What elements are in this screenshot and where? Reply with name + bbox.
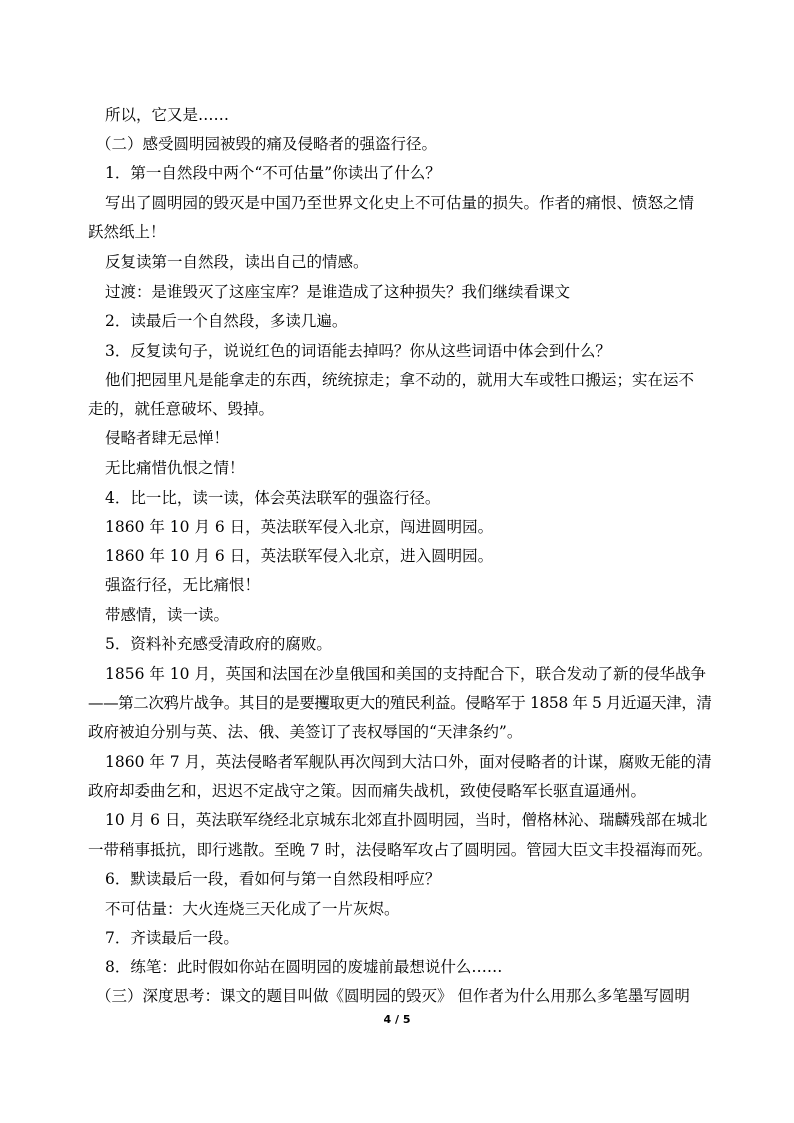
text-line: 1．第一自然段中两个“不可估量”你读出了什么？ bbox=[105, 164, 441, 182]
text-line: 写出了圆明园的毁灭是中国乃至世界文化史上不可估量的损失。作者的痛恨、愤怒之情 bbox=[105, 194, 695, 212]
text-line: 反复读第一自然段，读出自己的情感。 bbox=[105, 253, 369, 271]
text-line: 4．比一比，读一读，体会英法联军的强盗行径。 bbox=[105, 489, 441, 507]
text-line: 无比痛惜仇恨之情！ bbox=[105, 459, 245, 477]
text-line: 政府被迫分别与英、法、俄、美签订了丧权辱国的“天津条约”。 bbox=[88, 723, 523, 741]
text-line: 过渡：是谁毁灭了这座宝库？是谁造成了这种损失？我们继续看课文 bbox=[105, 283, 571, 301]
text-line: 1860 年 7 月，英法侵略者军舰队再次闯到大沽口外，面对侵略者的计谋，腐败无能的清 bbox=[105, 753, 712, 771]
text-line: 侵略者肆无忌惮！ bbox=[105, 429, 230, 447]
text-line: 1860 年 10 月 6 日，英法联军侵入北京，进入圆明园。 bbox=[105, 547, 494, 565]
text-line: 2．读最后一个自然段，多读几遍。 bbox=[105, 312, 348, 330]
text-line: 所以，它又是…… bbox=[105, 106, 230, 124]
text-line: 1860 年 10 月 6 日，英法联军侵入北京，闯进圆明园。 bbox=[105, 518, 494, 536]
text-line: 7．齐读最后一段。 bbox=[105, 929, 239, 947]
text-line: 6．默读最后一段，看如何与第一自然段相呼应？ bbox=[105, 870, 441, 888]
text-line: 走的，就任意破坏、毁掉。 bbox=[88, 400, 275, 418]
text-line: 带感情，读一读。 bbox=[105, 606, 230, 624]
section-heading: （二）感受圆明园被毁的痛及侵略者的强盗行径。 bbox=[96, 135, 438, 153]
text-line: 一带稍事抵抗，即行逃散。至晚 7 时，法侵略军攻占了圆明园。管园大臣文丰投福海而死。 bbox=[88, 841, 713, 859]
text-line: 政府却委曲乞和，迟迟不定战守之策。因而痛失战机，致使侵略军长驱直逼通州。 bbox=[88, 782, 647, 800]
text-line: 强盗行径，无比痛恨！ bbox=[105, 576, 261, 594]
text-line: ——第二次鸦片战争。其目的是要攫取更大的殖民利益。侵略军于 1858 年 5 月近逼天津，清 bbox=[88, 694, 712, 712]
text-line: 跃然纸上！ bbox=[88, 223, 166, 241]
text-line: 他们把园里凡是能拿走的东西，统统掠走；拿不动的，就用大车或牲口搬运；实在运不 bbox=[105, 371, 695, 389]
text-line: 8．练笔：此时假如你站在圆明园的废墟前最想说什么…… bbox=[105, 958, 503, 976]
text-line: 1856 年 10 月，英国和法国在沙皇俄国和美国的支持配合下，联合发动了新的侵华战争 bbox=[105, 665, 706, 683]
text-line: 3．反复读句子，说说红色的词语能去掉吗？你从这些词语中体会到什么？ bbox=[105, 342, 611, 360]
text-line: 10 月 6 日，英法联军绕经北京城东北郊直扑圆明园，当时，僧格林沁、瑞麟残部在城北 bbox=[105, 811, 708, 829]
text-line: 5．资料补充感受清政府的腐败。 bbox=[105, 635, 332, 653]
text-line: 不可估量：大火连烧三天化成了一片灰烬。 bbox=[105, 900, 400, 918]
section-heading: （三）深度思考：课文的题目叫做《圆明园的毁灭》 但作者为什么用那么多笔墨写圆明 bbox=[96, 987, 690, 1005]
page-number: 4 / 5 bbox=[383, 1013, 411, 1026]
